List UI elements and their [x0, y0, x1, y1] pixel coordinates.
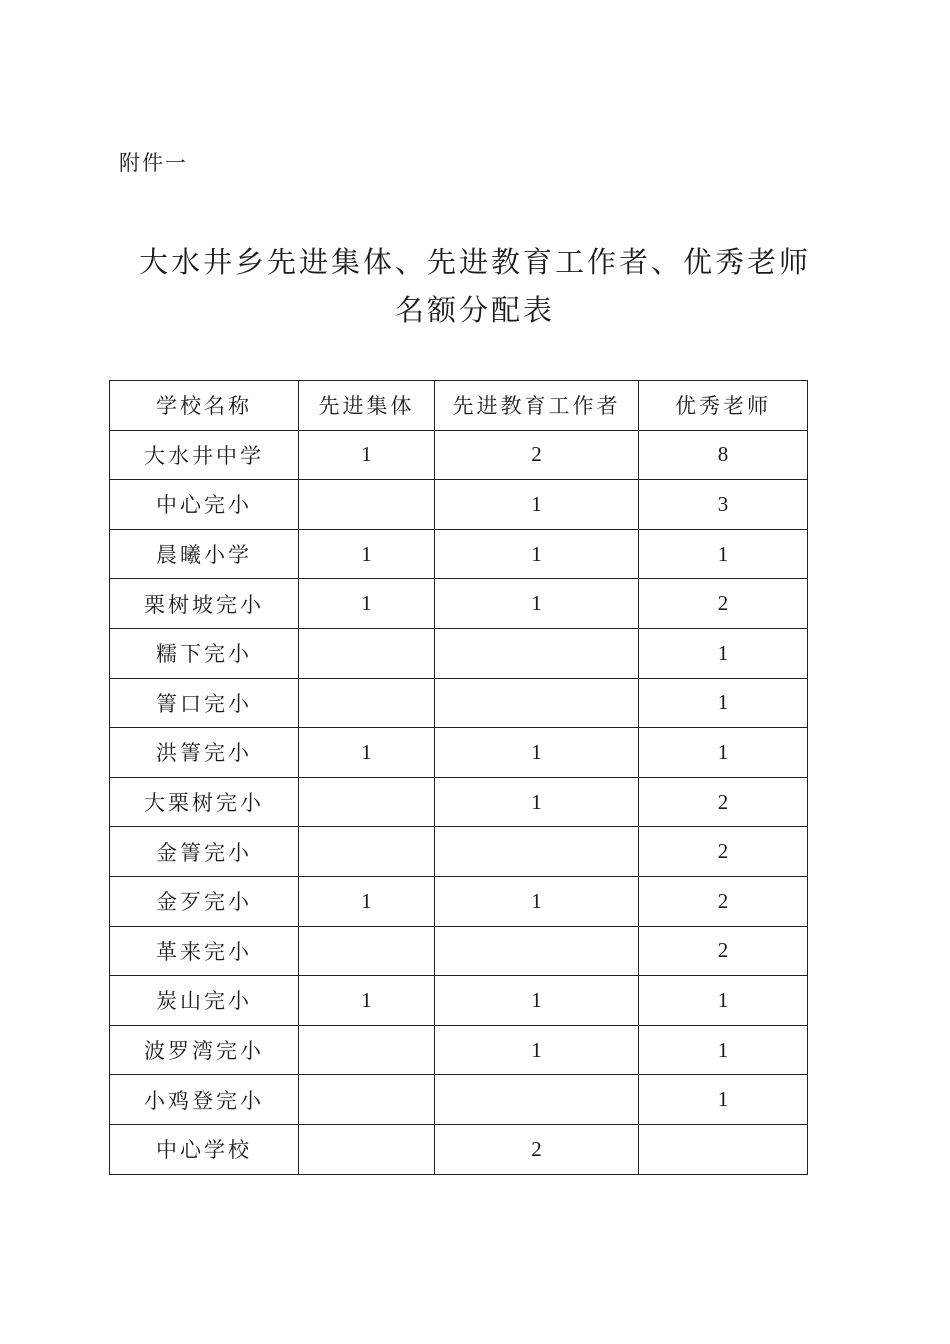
excellent-teacher-cell: 2	[639, 827, 808, 877]
school-name-cell: 中心学校	[110, 1124, 299, 1174]
school-name-cell: 栗树坡完小	[110, 579, 299, 629]
table-row	[110, 480, 808, 530]
school-name-cell: 炭山完小	[110, 976, 299, 1026]
excellent-teacher-cell: 3	[639, 480, 808, 530]
advanced-collective-cell: 1	[299, 976, 435, 1026]
excellent-teacher-cell: 1	[639, 529, 808, 579]
advanced-collective-cell	[299, 480, 435, 530]
advanced-collective-cell: 1	[299, 728, 435, 778]
advanced-collective-cell: 1	[299, 529, 435, 579]
advanced-educator-cell: 1	[435, 1025, 639, 1075]
school-name-cell: 洪箐完小	[110, 728, 299, 778]
table-header-row	[110, 381, 808, 431]
advanced-educator-cell	[435, 827, 639, 877]
table-row	[110, 430, 808, 480]
table-row	[110, 876, 808, 926]
school-name-cell: 波罗湾完小	[110, 1025, 299, 1075]
table-row	[110, 628, 808, 678]
advanced-collective-cell	[299, 827, 435, 877]
advanced-educator-cell: 2	[435, 1124, 639, 1174]
table-row	[110, 728, 808, 778]
table-row	[110, 579, 808, 629]
table-body	[110, 430, 808, 1174]
school-name-cell: 小鸡登完小	[110, 1075, 299, 1125]
document-title-line-2: 名额分配表	[394, 293, 555, 327]
advanced-collective-cell	[299, 1025, 435, 1075]
table-row	[110, 1025, 808, 1075]
excellent-teacher-cell: 1	[639, 628, 808, 678]
school-name-cell: 大栗树完小	[110, 777, 299, 827]
header-advanced-educator: 先进教育工作者	[435, 381, 639, 431]
advanced-educator-cell: 2	[435, 430, 639, 480]
advanced-collective-cell: 1	[299, 579, 435, 629]
school-name-cell: 中心完小	[110, 480, 299, 530]
table-row	[110, 926, 808, 976]
table-row	[110, 976, 808, 1026]
excellent-teacher-cell: 1	[639, 1025, 808, 1075]
advanced-collective-cell	[299, 678, 435, 728]
excellent-teacher-cell: 1	[639, 976, 808, 1026]
header-advanced-collective: 先进集体	[299, 381, 435, 431]
document-title-line-1: 大水井乡先进集体、先进教育工作者、优秀老师	[138, 245, 811, 279]
excellent-teacher-cell: 1	[639, 678, 808, 728]
excellent-teacher-cell: 2	[639, 777, 808, 827]
school-name-cell: 晨曦小学	[110, 529, 299, 579]
advanced-educator-cell: 1	[435, 529, 639, 579]
school-name-cell: 金歹完小	[110, 876, 299, 926]
quota-allocation-table	[109, 380, 808, 1175]
attachment-label: 附件一	[119, 151, 188, 175]
excellent-teacher-cell: 2	[639, 876, 808, 926]
advanced-collective-cell	[299, 628, 435, 678]
advanced-educator-cell: 1	[435, 480, 639, 530]
advanced-educator-cell: 1	[435, 876, 639, 926]
excellent-teacher-cell: 8	[639, 430, 808, 480]
school-name-cell: 箐口完小	[110, 678, 299, 728]
excellent-teacher-cell	[639, 1124, 808, 1174]
advanced-educator-cell	[435, 678, 639, 728]
excellent-teacher-cell: 1	[639, 1075, 808, 1125]
school-name-cell: 金箐完小	[110, 827, 299, 877]
excellent-teacher-cell: 2	[639, 926, 808, 976]
advanced-educator-cell	[435, 926, 639, 976]
advanced-educator-cell	[435, 628, 639, 678]
table-row	[110, 777, 808, 827]
advanced-collective-cell	[299, 777, 435, 827]
advanced-educator-cell: 1	[435, 579, 639, 629]
table-row	[110, 1124, 808, 1174]
advanced-educator-cell: 1	[435, 976, 639, 1026]
advanced-collective-cell: 1	[299, 430, 435, 480]
advanced-collective-cell	[299, 1075, 435, 1125]
advanced-collective-cell: 1	[299, 876, 435, 926]
advanced-collective-cell	[299, 926, 435, 976]
school-name-cell: 革来完小	[110, 926, 299, 976]
advanced-collective-cell	[299, 1124, 435, 1174]
school-name-cell: 糯下完小	[110, 628, 299, 678]
excellent-teacher-cell: 1	[639, 728, 808, 778]
table-row	[110, 1075, 808, 1125]
table-row	[110, 678, 808, 728]
advanced-educator-cell: 1	[435, 777, 639, 827]
advanced-educator-cell: 1	[435, 728, 639, 778]
school-name-cell: 大水井中学	[110, 430, 299, 480]
advanced-educator-cell	[435, 1075, 639, 1125]
excellent-teacher-cell: 2	[639, 579, 808, 629]
header-school-name: 学校名称	[110, 381, 299, 431]
header-excellent-teacher: 优秀老师	[639, 381, 808, 431]
table-row	[110, 529, 808, 579]
table-row	[110, 827, 808, 877]
